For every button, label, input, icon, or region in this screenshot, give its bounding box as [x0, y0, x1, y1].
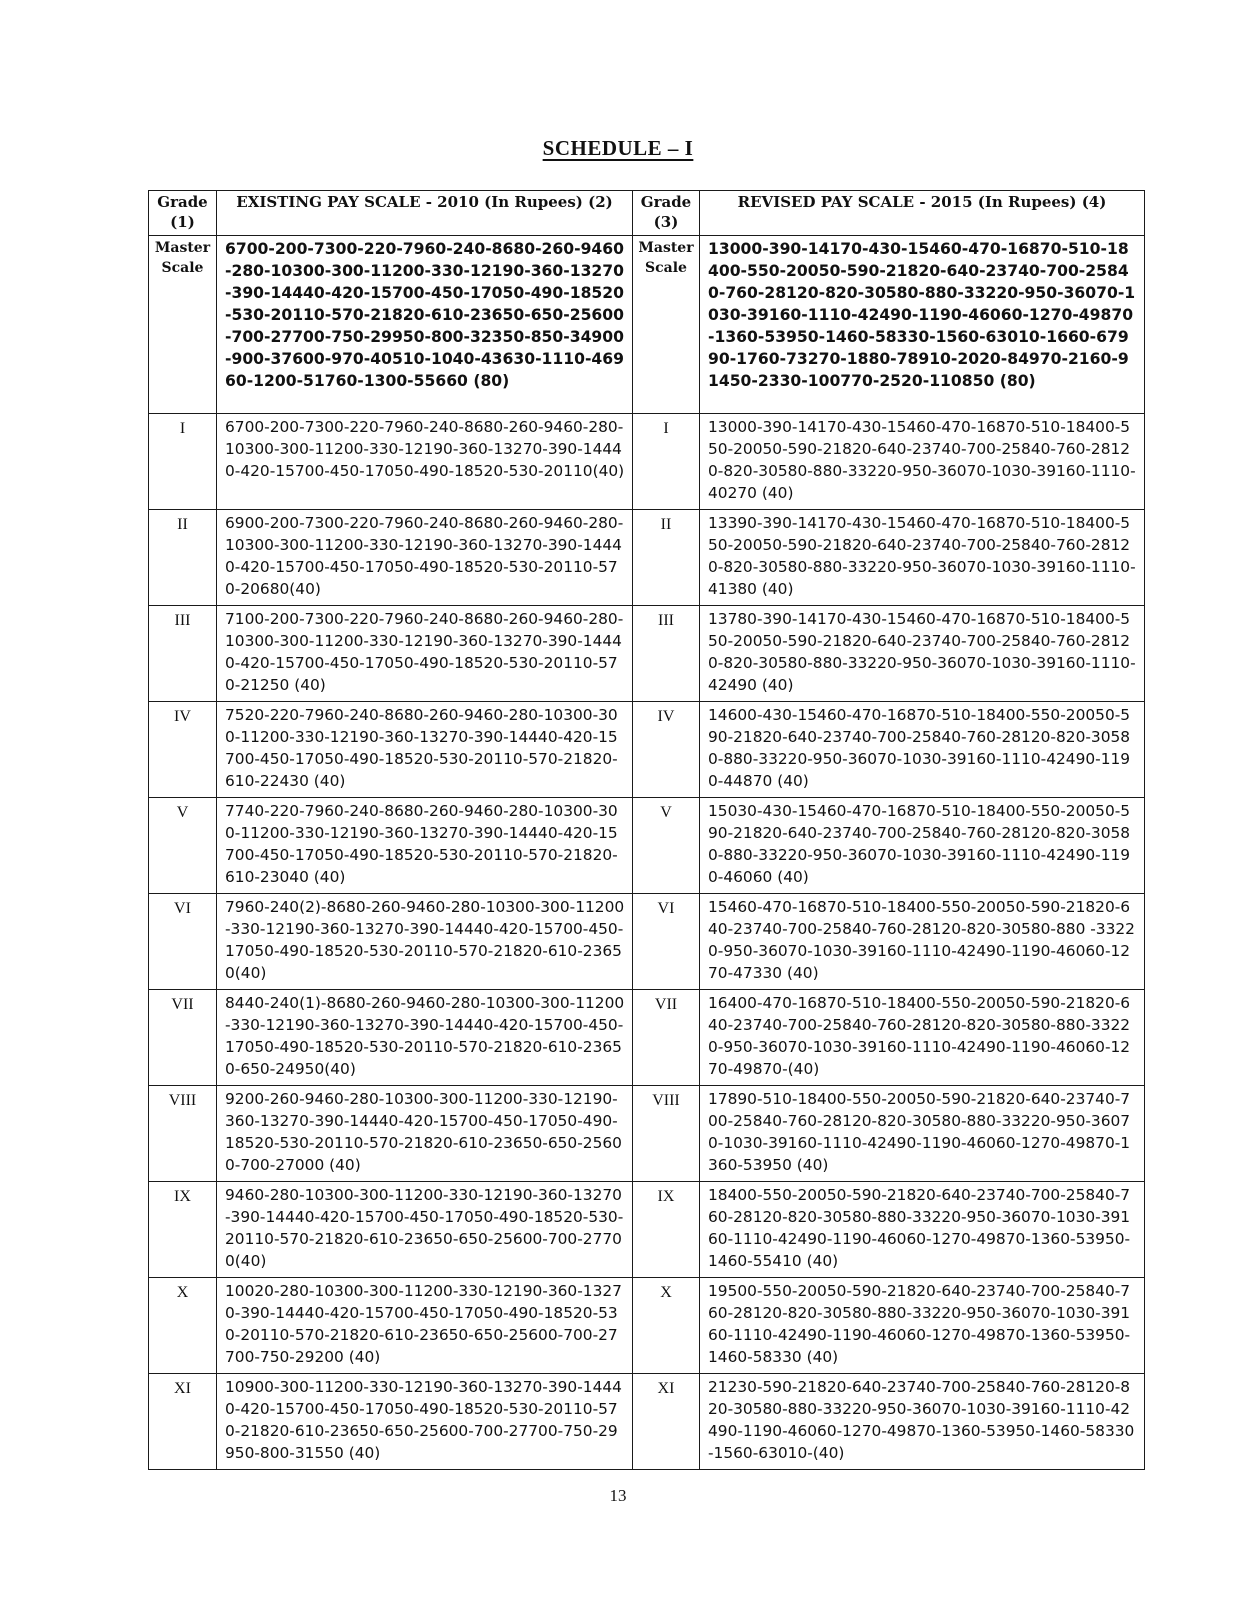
- existing-scale-cell: 7520-220-7960-240-8680-260-9460-280-10300-300-11200-330-12190-360-13270-390-14440-420-15700-450-17050-490-18520-530-20110-570-21820-610-22430 (40): [217, 702, 633, 798]
- grade-cell: XI: [149, 1374, 217, 1470]
- table-row: [149, 236, 1145, 414]
- page-title: SCHEDULE – I: [542, 136, 694, 160]
- grade-cell: IX: [633, 1182, 700, 1278]
- existing-scale-cell: 10900-300-11200-330-12190-360-13270-390-14440-420-15700-450-17050-490-18520-530-20110-570-21820-610-23650-650-25600-700-27700-750-29950-800-31550 (40): [217, 1374, 633, 1470]
- revised-scale-cell: 18400-550-20050-590-21820-640-23740-700-25840-760-28120-820-30580-880-33220-950-36070-1030-39160-1110-42490-1190-46060-1270-49870-1360-53950-1460-55410 (40): [700, 1182, 1145, 1278]
- table-row: [149, 510, 1145, 606]
- header-grade-3: Grade (3): [633, 191, 700, 236]
- revised-scale-cell: 15460-470-16870-510-18400-550-20050-590-21820-640-23740-700-25840-760-28120-820-30580-880 -33220-950-36070-1030-39160-1110-42490-1190-46060-1270-47330 (40): [700, 894, 1145, 990]
- page-number: 13: [609, 1486, 627, 1505]
- grade-cell: III: [633, 606, 700, 702]
- grade-cell: III: [149, 606, 217, 702]
- grade-cell: X: [149, 1278, 217, 1374]
- grade-cell: IV: [149, 702, 217, 798]
- grade-cell: VII: [633, 990, 700, 1086]
- table-row: [149, 894, 1145, 990]
- existing-scale-cell: 7100-200-7300-220-7960-240-8680-260-9460-280-10300-300-11200-330-12190-360-13270-390-14440-420-15700-450-17050-490-18520-530-20110-570-21250 (40): [217, 606, 633, 702]
- revised-scale-cell: 14600-430-15460-470-16870-510-18400-550-20050-590-21820-640-23740-700-25840-760-28120-820-30580-880-33220-950-36070-1030-39160-1110-42490-1190-44870 (40): [700, 702, 1145, 798]
- existing-scale-cell: 6700-200-7300-220-7960-240-8680-260-9460-280-10300-300-11200-330-12190-360-13270-390-14440-420-15700-450-17050-490-18520-530-20110(40): [217, 414, 633, 510]
- grade-cell: Master Scale: [633, 236, 700, 414]
- revised-scale-cell: 15030-430-15460-470-16870-510-18400-550-20050-590-21820-640-23740-700-25840-760-28120-820-30580-880-33220-950-36070-1030-39160-1110-42490-1190-46060 (40): [700, 798, 1145, 894]
- table-row: [149, 414, 1145, 510]
- header-grade-1: Grade (1): [149, 191, 217, 236]
- header-revised-pay-scale: REVISED PAY SCALE - 2015 (In Rupees) (4): [700, 191, 1145, 236]
- header-existing-pay-scale: EXISTING PAY SCALE - 2010 (In Rupees) (2): [217, 191, 633, 236]
- grade-cell: I: [633, 414, 700, 510]
- grade-cell: IV: [633, 702, 700, 798]
- existing-scale-cell: 7960-240(2)-8680-260-9460-280-10300-300-11200-330-12190-360-13270-390-14440-420-15700-450-17050-490-18520-530-20110-570-21820-610-23650(40): [217, 894, 633, 990]
- existing-scale-cell: 7740-220-7960-240-8680-260-9460-280-10300-300-11200-330-12190-360-13270-390-14440-420-15700-450-17050-490-18520-530-20110-570-21820-610-23040 (40): [217, 798, 633, 894]
- grade-cell: VI: [149, 894, 217, 990]
- grade-cell: I: [149, 414, 217, 510]
- grade-cell: XI: [633, 1374, 700, 1470]
- grade-cell: II: [149, 510, 217, 606]
- table-row: [149, 606, 1145, 702]
- existing-scale-cell: 10020-280-10300-300-11200-330-12190-360-13270-390-14440-420-15700-450-17050-490-18520-530-20110-570-21820-610-23650-650-25600-700-27700-750-29200 (40): [217, 1278, 633, 1374]
- grade-cell: VI: [633, 894, 700, 990]
- existing-scale-cell: 9200-260-9460-280-10300-300-11200-330-12190-360-13270-390-14440-420-15700-450-17050-490-18520-530-20110-570-21820-610-23650-650-25600-700-27000 (40): [217, 1086, 633, 1182]
- table-header-row: [149, 191, 1145, 236]
- revised-scale-cell: 21230-590-21820-640-23740-700-25840-760-28120-820-30580-880-33220-950-36070-1030-39160-1110-42490-1190-46060-1270-49870-1360-53950-1460-58330-1560-63010-(40): [700, 1374, 1145, 1470]
- table-row: [149, 1374, 1145, 1470]
- grade-cell: Master Scale: [149, 236, 217, 414]
- grade-cell: VII: [149, 990, 217, 1086]
- grade-cell: VIII: [149, 1086, 217, 1182]
- table-row: [149, 1182, 1145, 1278]
- grade-cell: IX: [149, 1182, 217, 1278]
- revised-scale-cell: 17890-510-18400-550-20050-590-21820-640-23740-700-25840-760-28120-820-30580-880-33220-950-36070-1030-39160-1110-42490-1190-46060-1270-49870-1360-53950 (40): [700, 1086, 1145, 1182]
- table-row: [149, 798, 1145, 894]
- table-row: [149, 702, 1145, 798]
- revised-scale-cell: 13780-390-14170-430-15460-470-16870-510-18400-550-20050-590-21820-640-23740-700-25840-760-28120-820-30580-880-33220-950-36070-1030-39160-1110-42490 (40): [700, 606, 1145, 702]
- grade-cell: VIII: [633, 1086, 700, 1182]
- pay-scale-table: [148, 190, 1145, 1470]
- table-row: [149, 1278, 1145, 1374]
- revised-scale-cell: 13000-390-14170-430-15460-470-16870-510-18400-550-20050-590-21820-640-23740-700-25840-760-28120-820-30580-880-33220-950-36070-1030-39160-1110-42490-1190-46060-1270-49870-1360-53950-1460-58330-1560-63010-1660-67990-1760-73270-1880-78910-2020-84970-2160-91450-2330-100770-2520-110850 (80): [700, 236, 1145, 414]
- existing-scale-cell: 6900-200-7300-220-7960-240-8680-260-9460-280-10300-300-11200-330-12190-360-13270-390-14440-420-15700-450-17050-490-18520-530-20110-570-20680(40): [217, 510, 633, 606]
- existing-scale-cell: 9460-280-10300-300-11200-330-12190-360-13270-390-14440-420-15700-450-17050-490-18520-530-20110-570-21820-610-23650-650-25600-700-27700(40): [217, 1182, 633, 1278]
- table-row: [149, 1086, 1145, 1182]
- revised-scale-cell: 13390-390-14170-430-15460-470-16870-510-18400-550-20050-590-21820-640-23740-700-25840-760-28120-820-30580-880-33220-950-36070-1030-39160-1110-41380 (40): [700, 510, 1145, 606]
- revised-scale-cell: 16400-470-16870-510-18400-550-20050-590-21820-640-23740-700-25840-760-28120-820-30580-880-33220-950-36070-1030-39160-1110-42490-1190-46060-1270-49870-(40): [700, 990, 1145, 1086]
- grade-cell: V: [633, 798, 700, 894]
- existing-scale-cell: 8440-240(1)-8680-260-9460-280-10300-300-11200-330-12190-360-13270-390-14440-420-15700-450-17050-490-18520-530-20110-570-21820-610-23650-650-24950(40): [217, 990, 633, 1086]
- revised-scale-cell: 13000-390-14170-430-15460-470-16870-510-18400-550-20050-590-21820-640-23740-700-25840-760-28120-820-30580-880-33220-950-36070-1030-39160-1110-40270 (40): [700, 414, 1145, 510]
- revised-scale-cell: 19500-550-20050-590-21820-640-23740-700-25840-760-28120-820-30580-880-33220-950-36070-1030-39160-1110-42490-1190-46060-1270-49870-1360-53950-1460-58330 (40): [700, 1278, 1145, 1374]
- existing-scale-cell: 6700-200-7300-220-7960-240-8680-260-9460-280-10300-300-11200-330-12190-360-13270-390-14440-420-15700-450-17050-490-18520-530-20110-570-21820-610-23650-650-25600-700-27700-750-29950-800-32350-850-34900-900-37600-970-40510-1040-43630-1110-46960-1200-51760-1300-55660 (80): [217, 236, 633, 414]
- grade-cell: X: [633, 1278, 700, 1374]
- grade-cell: II: [633, 510, 700, 606]
- table-row: [149, 990, 1145, 1086]
- grade-cell: V: [149, 798, 217, 894]
